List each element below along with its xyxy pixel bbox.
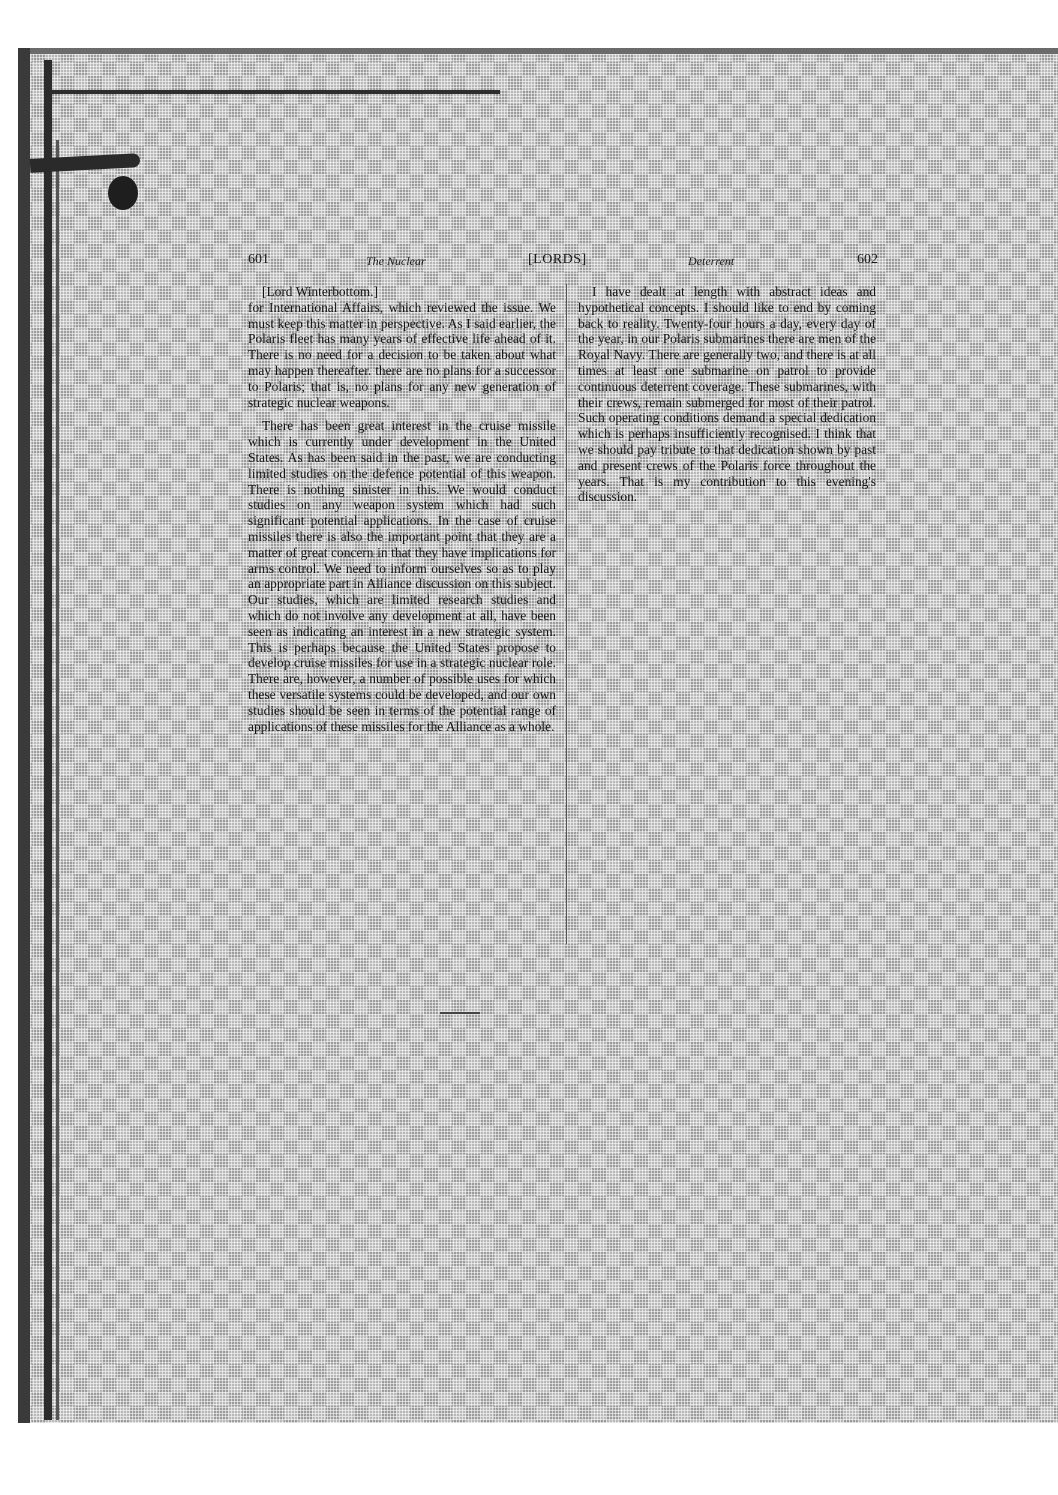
column-divider xyxy=(566,284,567,944)
page-header xyxy=(248,252,878,276)
right-page-number: 602 xyxy=(857,252,878,267)
running-title-right: Deterrent xyxy=(688,254,735,268)
right-column xyxy=(578,284,876,505)
left-page-number: 601 xyxy=(248,252,269,267)
running-title-left: The Nuclear xyxy=(366,254,426,268)
left-edge-shadow xyxy=(18,48,30,1423)
left-column xyxy=(248,284,556,734)
top-rule-line xyxy=(50,90,500,94)
left-binding-line-thin xyxy=(56,140,59,1420)
house-name: [LORDS] xyxy=(528,252,587,267)
top-edge-shadow xyxy=(18,48,1058,54)
left-binding-line xyxy=(44,60,52,1420)
punch-hole xyxy=(108,176,138,210)
paragraph: for International Affairs, which reviewed the issue. We must keep this matter in perspective. As I said earlier, the Polaris fleet has many years of effective life ahead of it. There is no need for a decision to be taken about what may happen thereafter. there are no plans for a successor to Polaris; that is, no plans for any new generation of strategic nuclear weapons. xyxy=(248,299,556,410)
speaker-attribution: [Lord Winterbottom.] xyxy=(262,284,378,299)
stray-mark xyxy=(440,1012,480,1014)
paragraph: There has been great interest in the cruise missile which is currently under development in the United States. As has been said in the past, we are conducting limited studies on the defence potential of this weapon. There is nothing sinister in this. We would conduct studies on any weapon system which had such significant potential applications. In the case of cruise missiles there is also the important point that they are a matter of great concern in that they have implications for arms control. We need to inform ourselves so as to play an appropriate part in Alliance discussion on this subject. Our studies, which are limited research studies and which do not involve any development at all, have been seen as indicating an interest in a new strategic system. This is perhaps because the United States propose to develop cruise missiles for use in a strategic nuclear role. There are, however, a number of possible uses for which these versatile systems could be developed, and our own studies should be seen in terms of the potential range of applications of these missiles for the Alliance as a whole. xyxy=(248,418,556,734)
paragraph: I have dealt at length with abstract ideas and hypothetical concepts. I should like to end by coming back to reality. Twenty-four hours a day, every day of the year, in our Polaris submarines there are men of the Royal Navy. There are generally two, and there is at all times at least one submarine on patrol to provide continuous deterrent coverage. These submarines, with their crews, remain submerged for most of their patrol. Such operating conditions demand a special dedication which is perhaps insufficiently recognised. I think that we should pay tribute to that dedication shown by past and present crews of the Polaris force throughout the years. That is my contribution to this evening's discussion. xyxy=(578,284,876,505)
